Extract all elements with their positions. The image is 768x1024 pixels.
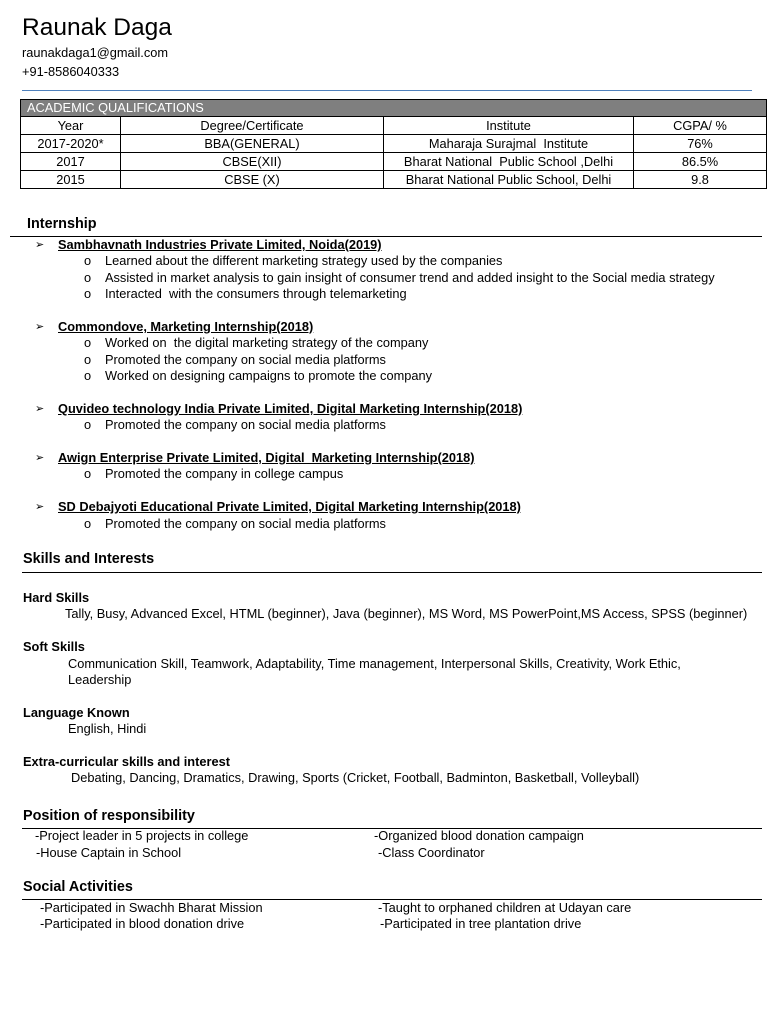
internship-title-line [0,499,768,515]
internship-bullet-text: Promoted the company on social media platforms [105,515,386,531]
column-header-institute: Institute [384,117,634,135]
skill-group-value: Leadership [68,672,132,688]
internship-title-line [0,237,768,253]
column-header-score: CGPA/ % [634,117,767,135]
skill-group [23,705,768,738]
internship-list [0,237,768,548]
internship-bullet [0,286,768,302]
column-header-degree: Degree/Certificate [121,117,384,135]
cell-degree: BBA(GENERAL) [121,135,384,153]
internship-bullet-text: Promoted the company in college campus [105,466,344,482]
section-heading-internship: Internship [27,216,97,232]
internship-bullet-text: Interacted with the consumers through telemarketing [105,286,407,302]
section-heading-responsibility: Position of responsibility [23,808,195,824]
internship-bullet [0,368,768,384]
internship-title: Sambhavnath Industries Private Limited, Noida(2019) [58,237,382,252]
internship-bullet [0,516,768,532]
skill-group [23,590,768,623]
circle-bullet-icon: o [84,253,92,269]
table-header-row [21,117,767,135]
internship-bullet-text: Worked on designing campaigns to promote the company [105,368,432,384]
internship-title: Commondove, Marketing Internship(2018) [58,318,314,334]
internship-bullet-text: Promoted the company on social media platforms [105,417,386,433]
internship-bullet [0,466,768,482]
cell-score: 76% [634,135,767,153]
internship-bullet [0,352,768,368]
circle-bullet-icon: o [84,269,92,285]
circle-bullet-icon: o [84,286,92,302]
circle-bullet-icon: o [84,466,92,482]
internship-entry [0,450,768,483]
section-heading-social: Social Activities [23,879,133,895]
internship-title: SD Debajyoti Educational Private Limited, Digital Marketing Internship(2018) [58,499,521,515]
skill-group-label: Soft Skills [23,639,85,655]
cell-degree: CBSE (X) [121,171,384,189]
skill-group-value: Debating, Dancing, Dramatics, Drawing, Sports (Cricket, Football, Badminton, Basketball, Volleyball) [71,770,640,786]
internship-bullet-text: Promoted the company on social media platforms [105,351,386,367]
internship-bullet [0,270,768,286]
circle-bullet-icon: o [84,335,92,351]
cell-institute: Maharaja Surajmal Institute [384,135,634,153]
internship-entry [0,319,768,385]
internship-bullet-text: Worked on the digital marketing strategy of the company [105,335,429,351]
cell-year: 2017 [21,153,121,171]
circle-bullet-icon: o [84,368,92,384]
cell-institute: Bharat National Public School ,Delhi [384,153,634,171]
cell-year: 2015 [21,171,121,189]
responsibility-item: -Organized blood donation campaign [374,828,584,843]
section-heading-skills: Skills and Interests [23,551,155,567]
social-activity-item: -Participated in blood donation drive [40,916,245,931]
internship-title-line [0,319,768,335]
cell-degree: CBSE(XII) [121,153,384,171]
skills-list [23,590,768,803]
internship-title-line [0,401,768,417]
column-header-year: Year [21,117,121,135]
table-row [21,153,767,171]
internship-entry [0,499,768,532]
candidate-name: Raunak Daga [22,14,172,41]
section-divider [22,572,762,573]
skill-group [23,639,768,688]
arrowhead-bullet-icon: ➢ [35,319,45,333]
circle-bullet-icon: o [84,515,92,531]
internship-title-line [0,450,768,466]
responsibility-item: -House Captain in School [36,845,182,860]
academic-qualifications-table [20,99,767,189]
circle-bullet-icon: o [84,351,92,367]
table-caption: ACADEMIC QUALIFICATIONS [21,100,767,117]
skill-group-label: Hard Skills [23,590,90,605]
social-activity-item: -Participated in Swachh Bharat Mission [40,900,263,915]
cell-score: 9.8 [634,171,767,189]
phone-number: +91-8586040333 [22,64,120,79]
internship-title: Quvideo technology India Private Limited, Digital Marketing Internship(2018) [58,400,523,416]
arrowhead-bullet-icon: ➢ [35,401,45,415]
internship-bullet-text: Learned about the different marketing strategy used by the companies [105,253,503,269]
cell-institute: Bharat National Public School, Delhi [384,171,634,189]
arrowhead-bullet-icon: ➢ [35,451,45,465]
internship-entry [0,237,768,303]
skill-group-value: Communication Skill, Teamwork, Adaptability, Time management, Interpersonal Skills, Creativity, Work Ethic, [68,655,681,671]
internship-bullet [0,335,768,351]
internship-bullet-text: Assisted in market analysis to gain insight of consumer trend and added insight to the Social media strategy [105,269,715,285]
social-activity-item: -Participated in tree plantation drive [380,916,582,931]
skill-group [23,754,768,787]
header-divider [22,90,752,91]
responsibility-item: -Project leader in 5 projects in college [35,828,249,843]
social-activity-item: -Taught to orphaned children at Udayan care [378,900,632,915]
arrowhead-bullet-icon: ➢ [35,238,45,251]
skill-group-value: English, Hindi [68,721,147,737]
table-caption-row [21,100,767,117]
internship-title: Awign Enterprise Private Limited, Digital Marketing Internship(2018) [58,450,475,466]
skill-group-value: Tally, Busy, Advanced Excel, HTML (beginner), Java (beginner), MS Word, MS PowerPoint,MS Access, SPSS (beginner) [65,606,748,622]
skill-group-label: Language Known [23,704,130,720]
skill-group-label: Extra-curricular skills and interest [23,754,230,770]
email-address: raunakdaga1@gmail.com [22,45,169,60]
responsibility-item: -Class Coordinator [378,845,485,860]
circle-bullet-icon: o [84,417,92,433]
internship-bullet [0,253,768,269]
table-row [21,135,767,153]
cell-score: 86.5% [634,153,767,171]
internship-bullet [0,417,768,433]
table-row [21,171,767,189]
internship-entry [0,401,768,434]
arrowhead-bullet-icon: ➢ [35,500,45,514]
cell-year: 2017-2020* [21,135,121,153]
